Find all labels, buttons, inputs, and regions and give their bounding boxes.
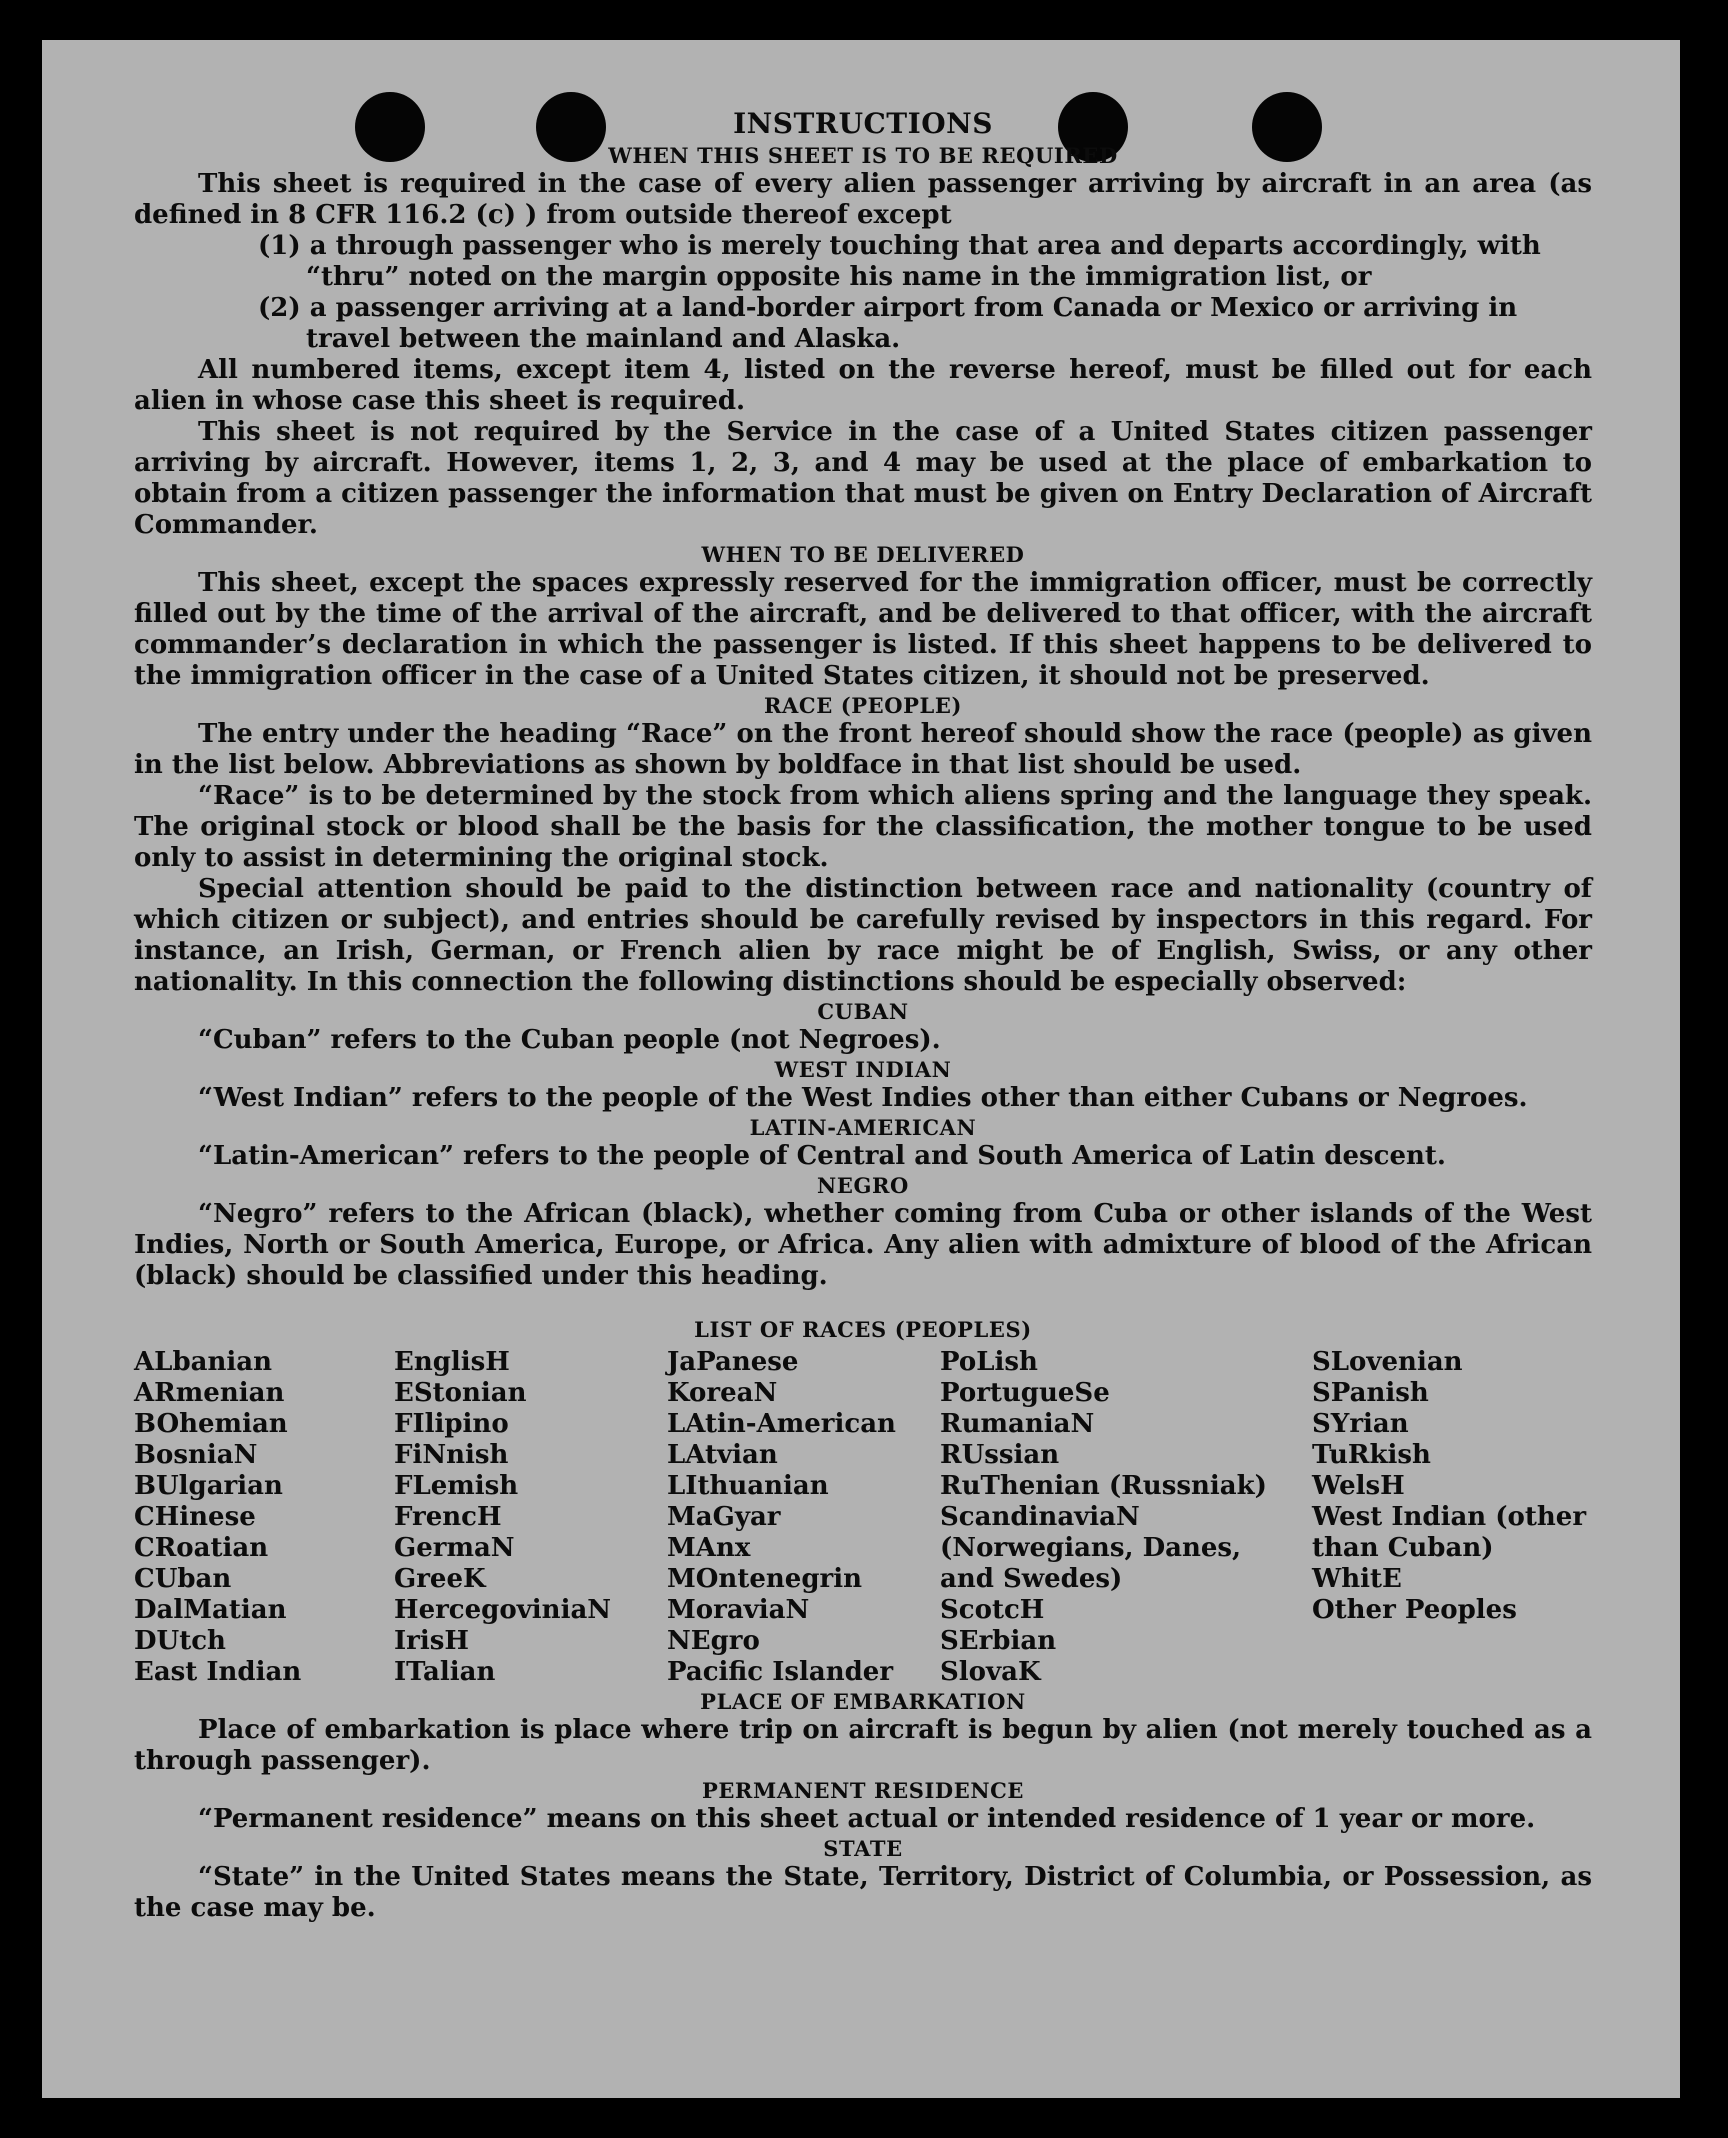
race-item: WhitE [1312, 1564, 1402, 1594]
heading-permanent-residence: PERMANENT RESIDENCE [701, 1778, 1025, 1803]
race-item: JaPanese [667, 1347, 799, 1377]
race-item: PortugueSe [940, 1378, 1110, 1408]
race-item: GreeK [394, 1564, 486, 1594]
heading-when-delivered: WHEN TO BE DELIVERED [701, 542, 1025, 567]
race-list [134, 1347, 1592, 1688]
race-item: West Indian (other than Cuban) [1312, 1502, 1587, 1563]
paragraph: Place of embarkation is place where trip on aircraft is begun by alien (not merely touched as a through passenger). [134, 1715, 1592, 1776]
paragraph: “Race” is to be determined by the stock from which aliens spring and the language they speak. The original stock or blood shall be the basis for the classification, the mother tongue to be used only to assist in determining the original stock. [134, 781, 1592, 873]
race-item: SYrian [1312, 1409, 1409, 1439]
race-column-1 [134, 1347, 394, 1688]
race-item: BosniaN [134, 1440, 258, 1470]
race-item: CRoatian [134, 1533, 269, 1563]
heading-when-required: WHEN THIS SHEET IS TO BE REQUIRED [608, 143, 1118, 168]
race-item: ITalian [394, 1657, 496, 1687]
race-item: Pacific Islander [667, 1657, 894, 1687]
heading-west-indian: WEST INDIAN [774, 1057, 952, 1082]
race-item: RuThenian (Russniak) [940, 1471, 1267, 1501]
race-item: MAnx [667, 1533, 751, 1563]
race-item: HercegoviniaN [394, 1595, 612, 1625]
paragraph: “Permanent residence” means on this sheet actual or intended residence of 1 year or more. [198, 1804, 1536, 1834]
race-item: FIlipino [394, 1409, 509, 1439]
race-item: EStonian [394, 1378, 527, 1408]
form-sheet [42, 40, 1680, 2098]
race-item: LAtin-American [667, 1409, 896, 1439]
exception-item-1: (1) a through passenger who is merely touching that area and departs accordingly, with “thru” noted on the margin opposite his name in the immigration list, or [258, 231, 1541, 292]
race-item: ARmenian [134, 1378, 285, 1408]
race-item: TuRkish [1312, 1440, 1431, 1470]
race-item: LIthuanian [667, 1471, 829, 1501]
race-item: East Indian [134, 1657, 302, 1687]
heading-cuban: CUBAN [817, 999, 909, 1024]
paragraph: This sheet is required in the case of every alien passenger arriving by aircraft in an area (as defined in 8 CFR 116.2 (c) ) from outside thereof except [134, 169, 1592, 230]
paragraph: “West Indian” refers to the people of the West Indies other than either Cubans or Negroes. [198, 1083, 1528, 1113]
race-item: FiNnish [394, 1440, 509, 1470]
race-item: MaGyar [667, 1502, 781, 1532]
race-column-2 [394, 1347, 667, 1688]
race-item: DalMatian [134, 1595, 287, 1625]
race-item: EnglisH [394, 1347, 510, 1377]
heading-place-of-embarkation: PLACE OF EMBARKATION [700, 1689, 1026, 1714]
exception-item-2: (2) a passenger arriving at a land-border airport from Canada or Mexico or arriving in travel between the mainland and Alaska. [258, 293, 1518, 354]
instructions-content [134, 106, 1592, 1924]
race-item: WelsH [1312, 1471, 1405, 1501]
race-item: ScotcH [940, 1595, 1045, 1625]
paragraph: “Cuban” refers to the Cuban people (not Negroes). [198, 1025, 941, 1055]
race-item: SlovaK [940, 1657, 1041, 1687]
race-column-5 [1312, 1347, 1592, 1688]
paragraph: The entry under the heading “Race” on the front hereof should show the race (people) as given in the list below. Abbreviations as shown by boldface in that list should be used. [134, 719, 1592, 780]
race-item: RUssian [940, 1440, 1060, 1470]
paragraph: “Negro” refers to the African (black), whether coming from Cuba or other islands of the West Indies, North or South America, Europe, or Africa. Any alien with admixture of blood of the African (black) should be classified under this heading. [134, 1199, 1592, 1291]
race-item: ScandinaviaN (Norwegians, Danes, and Swedes) [940, 1502, 1242, 1594]
paragraph: “State” in the United States means the State, Territory, District of Columbia, or Possession, as the case may be. [134, 1862, 1592, 1923]
race-item: FLemish [394, 1471, 519, 1501]
paragraph: “Latin-American” refers to the people of Central and South America of Latin descent. [198, 1141, 1446, 1171]
paragraph: Special attention should be paid to the distinction between race and nationality (country of which citizen or subject), and entries should be carefully revised by inspectors in this regard. For instance, an Irish, German, or French alien by race might be of English, Swiss, or any other nationality. In this connection the following distinctions should be especially observed: [134, 874, 1592, 997]
race-item: LAtvian [667, 1440, 778, 1470]
race-item: SErbian [940, 1626, 1057, 1656]
race-item: KoreaN [667, 1378, 778, 1408]
race-item: MoraviaN [667, 1595, 810, 1625]
heading-list-of-races: LIST OF RACES (PEOPLES) [694, 1317, 1032, 1342]
race-column-3 [667, 1347, 940, 1688]
race-item: MOntenegrin [667, 1564, 862, 1594]
race-item: Other Peoples [1312, 1595, 1517, 1625]
race-item: CHinese [134, 1502, 256, 1532]
race-item: GermaN [394, 1533, 515, 1563]
race-item: CUban [134, 1564, 232, 1594]
paragraph: This sheet is not required by the Service in the case of a United States citizen passenger arriving by aircraft. However, items 1, 2, 3, and 4 may be used at the place of embarkation to obtain from a citizen passenger the information that must be given on Entry Declaration of Aircraft Commander. [134, 417, 1592, 540]
heading-latin-american: LATIN-AMERICAN [749, 1115, 977, 1140]
paragraph: All numbered items, except item 4, listed on the reverse hereof, must be filled out for each alien in whose case this sheet is required. [134, 355, 1592, 416]
race-item: PoLish [940, 1347, 1038, 1377]
heading-state: STATE [823, 1836, 903, 1861]
page-title: INSTRUCTIONS [733, 107, 993, 140]
race-column-4 [940, 1347, 1312, 1688]
race-item: ALbanian [134, 1347, 273, 1377]
race-item: DUtch [134, 1626, 226, 1656]
race-item: FrencH [394, 1502, 502, 1532]
race-item: NEgro [667, 1626, 760, 1656]
race-item: SLovenian [1312, 1347, 1463, 1377]
race-item: IrisH [394, 1626, 469, 1656]
race-item: BUlgarian [134, 1471, 283, 1501]
paragraph: This sheet, except the spaces expressly reserved for the immigration officer, must be correctly filled out by the time of the arrival of the aircraft, and be delivered to that officer, with the aircraft commander’s declaration in which the passenger is listed. If this sheet happens to be delivered to the immigration officer in the case of a United States citizen, it should not be preserved. [134, 568, 1592, 691]
race-item: SPanish [1312, 1378, 1429, 1408]
race-item: BOhemian [134, 1409, 288, 1439]
heading-race: RACE (PEOPLE) [763, 693, 963, 718]
race-item: RumaniaN [940, 1409, 1095, 1439]
heading-negro: NEGRO [817, 1173, 909, 1198]
